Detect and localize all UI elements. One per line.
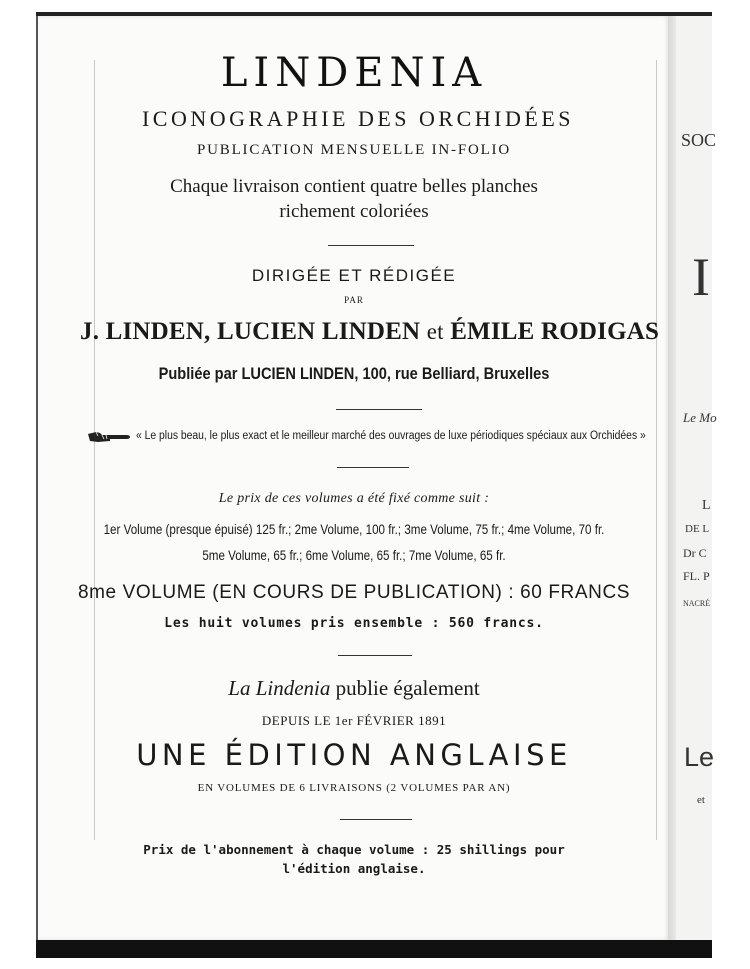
authors-names-1: J. LINDEN, LUCIEN LINDEN: [80, 318, 421, 345]
lindenia-italic: La Lindenia: [228, 676, 331, 700]
adjacent-fragment: Le Mo: [683, 410, 717, 425]
adjacent-fragment: L: [702, 498, 711, 513]
pointing-hand-icon: [86, 430, 132, 444]
adjacent-fragment: I: [692, 247, 710, 307]
adjacent-fragment: SOC: [681, 130, 717, 150]
adjacent-page: [676, 16, 715, 940]
since-date: DEPUIS LE 1er FÉVRIER 1891: [261, 713, 447, 728]
quote-text: « Le plus beau, le plus exact et le meilleur marché des ouvrages de luxe périodiques spéciaux aux Orchidées »: [136, 430, 646, 442]
price-intro: Le prix de ces volumes a été fixé comme suit :: [218, 491, 490, 506]
separator-rule: [328, 245, 414, 246]
authors-names-2: ÉMILE RODIGAS: [450, 318, 660, 345]
page-title: LINDENIA: [220, 50, 488, 96]
subscription-price-line-1: Prix de l'abonnement à chaque volume : 25 shillings pour: [143, 842, 565, 857]
bundle-price: Les huit volumes pris ensemble : 560 francs.: [164, 616, 544, 631]
authors-line: [80, 318, 672, 346]
separator-rule: [337, 467, 409, 468]
par-label: PAR: [344, 295, 364, 305]
lindenia-publishes-line: [38, 676, 670, 701]
separator-rule: [340, 819, 412, 820]
adjacent-fragment: Dr C: [683, 546, 707, 560]
adjacent-fragment: DE L: [685, 523, 710, 535]
adjacent-fragment: Le: [684, 742, 715, 772]
quote-row: [86, 430, 670, 446]
subscription-price: [38, 840, 670, 878]
directed-by-heading: DIRIGÉE ET RÉDIGÉE: [251, 266, 457, 285]
volumes-prices-line-1: 1er Volume (presque épuisé) 125 fr.; 2me Volume, 100 fr.; 3me Volume, 75 fr.; 4me Volume, 70 fr.: [103, 522, 605, 537]
adjacent-fragment: et: [697, 794, 705, 806]
subscription-price-line-2: l'édition anglaise.: [282, 861, 426, 876]
separator-rule: [336, 409, 422, 410]
description-line-2: richement coloriées: [279, 201, 429, 222]
separator-rule: [338, 655, 412, 656]
subtitle: ICONOGRAPHIE DES ORCHIDÉES: [141, 106, 574, 131]
volume-8-price: 8me VOLUME (EN COURS DE PUBLICATION) : 60 FRANCS: [77, 582, 631, 603]
english-edition-heading: UNE ÉDITION ANGLAISE: [136, 738, 572, 772]
publisher-line: Publiée par LUCIEN LINDEN, 100, rue Belliard, Bruxelles: [158, 364, 550, 383]
volumes-info: EN VOLUMES DE 6 LIVRAISONS (2 VOLUMES PAR AN): [197, 782, 511, 794]
lindenia-rest: publie également: [335, 676, 480, 700]
description-line-1: Chaque livraison contient quatre belles planches: [170, 176, 538, 197]
volumes-prices-line-2: 5me Volume, 65 fr.; 6me Volume, 65 fr.; 7me Volume, 65 fr.: [202, 548, 506, 563]
authors-et: et: [426, 319, 444, 344]
publication-frequency: PUBLICATION MENSUELLE IN-FOLIO: [197, 142, 511, 158]
adjacent-fragment: FL. P: [683, 569, 710, 583]
adjacent-fragment: NACRÉ: [683, 599, 711, 608]
scan-bottom-edge: [36, 940, 712, 958]
